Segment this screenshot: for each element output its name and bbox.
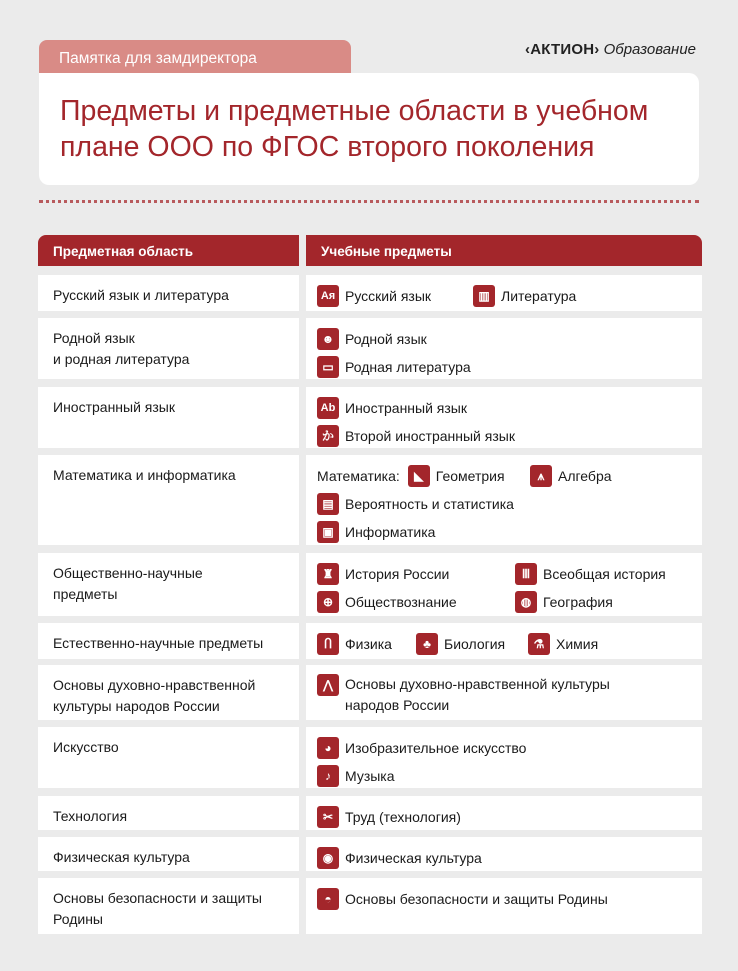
column-header-area: Предметная область	[38, 235, 299, 266]
area-cell: Общественно-научные предметы	[38, 553, 299, 616]
table-row	[38, 727, 702, 788]
column-icon: Ⅲ	[515, 563, 537, 585]
page-title: Предметы и предметные области в учебном плане ООО по ФГОС второго поколения	[60, 95, 649, 163]
subjects-cell: ◕ Изобразительное искусство ♪ Музыка	[306, 727, 702, 788]
subjects-cell: ◉ Физическая культура	[306, 837, 702, 871]
table-row	[38, 796, 702, 830]
open-book-icon: ▭	[317, 356, 339, 378]
plant-icon: ♣	[416, 633, 438, 655]
area-cell: Родной язык и родная литература	[38, 318, 299, 379]
subjects-cell: ☻ Родной язык ▭ Родная литература	[306, 318, 702, 379]
geometry-ruler-icon: ◣	[408, 465, 430, 487]
table-row	[38, 387, 702, 448]
physics-magnet-icon: Ⴖ	[317, 633, 339, 655]
kremlin-icon: ♜	[317, 563, 339, 585]
speech-head-icon: ☻	[317, 328, 339, 350]
books-icon: ▥	[473, 285, 495, 307]
column-header-subjects: Учебные предметы	[306, 235, 702, 266]
basketball-icon: ◉	[317, 847, 339, 869]
foreign-language-icon: Ab	[317, 397, 339, 419]
palette-icon: ◕	[317, 737, 339, 759]
helmet-icon: ◓	[317, 888, 339, 910]
area-cell: Основы безопасности и защиты Родины	[38, 878, 299, 934]
subjects-cell: ◓ Основы безопасности и защиты Родины	[306, 878, 702, 934]
globe-icon: ◍	[515, 591, 537, 613]
area-cell: Технология	[38, 796, 299, 830]
hiragana-icon: か	[317, 425, 339, 447]
table-row	[38, 665, 702, 720]
brand-logo: ‹АКТИОН› Образование	[525, 41, 696, 58]
table-row	[38, 837, 702, 871]
globe-people-icon: ⊕	[317, 591, 339, 613]
dotted-divider	[39, 200, 699, 203]
table-row	[38, 275, 702, 311]
tools-icon: ✂	[317, 806, 339, 828]
area-cell: Русский язык и литература	[38, 275, 299, 311]
area-cell: Иностранный язык	[38, 387, 299, 448]
table-row	[38, 318, 702, 379]
area-cell: Искусство	[38, 727, 299, 788]
memo-tag: Памятка для замдиректора	[39, 40, 351, 74]
subjects-cell: Ab Иностранный язык か Второй иностранный язык	[306, 387, 702, 448]
compass-icon: ⩚	[530, 465, 552, 487]
subjects-cell: ♜ История России Ⅲ Всеобщая история ⊕ Обществознание ◍ География	[306, 553, 702, 616]
russian-language-icon: Ая	[317, 285, 339, 307]
table-row	[38, 878, 702, 934]
praying-hands-icon: ⋀	[317, 674, 339, 696]
table-row	[38, 553, 702, 616]
computer-icon: ▣	[317, 521, 339, 543]
subjects-cell: Ая Русский язык ▥ Литература	[306, 275, 702, 311]
area-cell: Основы духовно-нравственной культуры народов России	[38, 665, 299, 720]
area-cell: Естественно-научные предметы	[38, 623, 299, 659]
area-cell: Физическая культура	[38, 837, 299, 871]
area-cell: Математика и информатика	[38, 455, 299, 545]
flask-icon: ⚗	[528, 633, 550, 655]
subjects-cell: ⋀ Основы духовно-нравственной культуры народов России	[306, 665, 702, 720]
subjects-cell: Ⴖ Физика ♣ Биология ⚗ Химия	[306, 623, 702, 659]
table-row	[38, 623, 702, 659]
treble-clef-icon: ♪	[317, 765, 339, 787]
subjects-cell: ✂ Труд (технология)	[306, 796, 702, 830]
table-row	[38, 455, 702, 545]
chart-icon: ▤	[317, 493, 339, 515]
title-card	[39, 73, 699, 185]
subjects-cell: Математика: ◣ Геометрия ⩚ Алгебра ▤ Вероятность и статистика ▣ Информатика	[306, 455, 702, 545]
